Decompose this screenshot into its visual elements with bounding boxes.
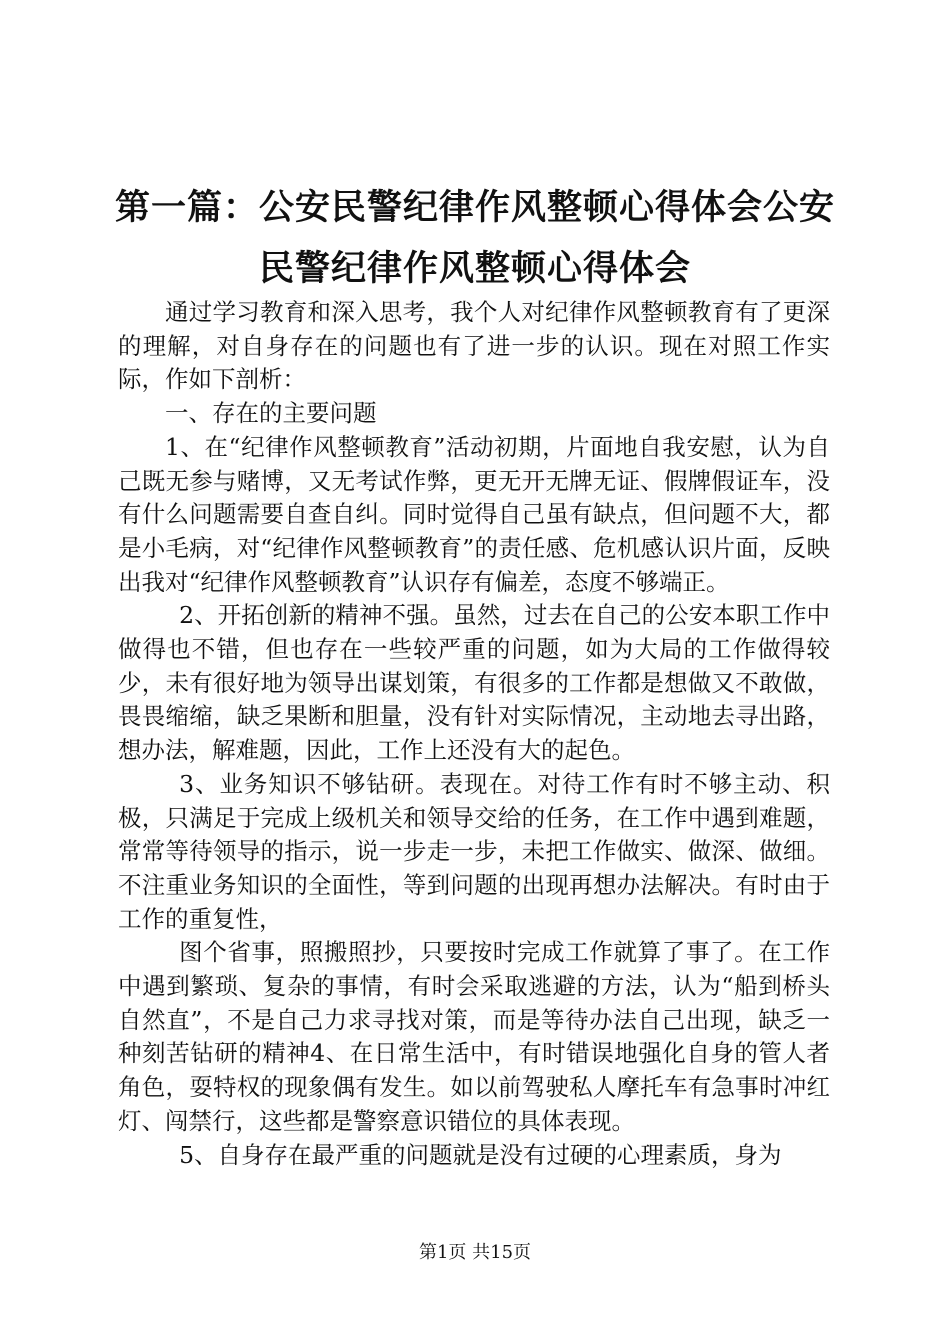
paragraph-item-3-continued: 图个省事，照搬照抄，只要按时完成工作就算了事了。在工作中遇到繁琐、复杂的事情，有时会采取逃避的方法，认为“船到桥头自然直”，不是自己力求寻找对策，而是等待办法自己出现，缺乏一种刻苦钻研的精神4、在日常生活中，有时错误地强化自身的管人者角色，耍特权的现象偶有发生。如以前驾驶私人摩托车有急事时冲红灯、闯禁行，这些都是警察意识错位的具体表现。 (118, 938, 830, 1135)
document-title-line-1: 第一篇：公安民警纪律作风整顿心得体会公安 (114, 188, 835, 228)
paragraph-item-2: 2、开拓创新的精神不强。虽然，过去在自己的公安本职工作中做得也不错，但也存在一些较严重的问题，如为大局的工作做得较少，未有很好地为领导出谋划策，有很多的工作都是想做又不敢做，畏畏缩缩，缺乏果断和胆量，没有针对实际情况，主动地去寻出路，想办法，解难题，因此，工作上还没有大的起色。 (118, 601, 830, 765)
document-title-line-2: 民警纪律作风整顿心得体会 (258, 249, 691, 289)
paragraph-item-1: 1、在“纪律作风整顿教育”活动初期，片面地自我安慰，认为自己既无参与赌博，又无考试作弊，更无开无牌无证、假牌假证车，没有什么问题需要自查自纠。同时觉得自己虽有缺点，但问题不大，都是小毛病，对“纪律作风整顿教育”的责任感、危机感认识片面，反映出我对“纪律作风整顿教育”认识存有偏差，态度不够端正。 (118, 432, 830, 596)
document-body (118, 296, 830, 1172)
section-heading-problems: 一、存在的主要问题 (165, 399, 377, 428)
page-number-footer: 第1页 共15页 (418, 1242, 532, 1263)
paragraph-item-5: 5、自身存在最严重的问题就是没有过硬的心理素质，身为 (179, 1140, 782, 1169)
paragraph-item-3: 3、业务知识不够钻研。表现在。对待工作有时不够主动、积极，只满足于完成上级机关和领导交给的任务，在工作中遇到难题，常常等待领导的指示，说一步走一步，未把工作做实、做深、做细。不注重业务知识的全面性，等到问题的出现再想办法解决。有时由于工作的重复性， (118, 769, 830, 933)
paragraph-intro: 通过学习教育和深入思考，我个人对纪律作风整顿教育有了更深的理解，对自身存在的问题也有了进一步的认识。现在对照工作实际，作如下剖析： (118, 298, 830, 394)
